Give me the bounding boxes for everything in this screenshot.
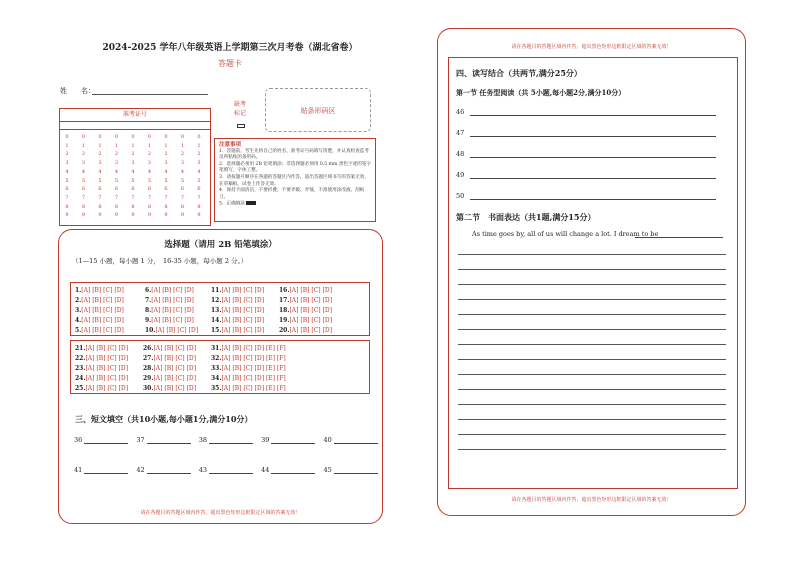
exam-digit-bubble[interactable]: 9 [197,212,201,219]
question-number: 6. [145,287,152,294]
option-bubbles[interactable]: [A] [B] [C] [D] [151,307,194,314]
exam-digit-bubble[interactable]: 7 [81,194,86,201]
question-number: 25. [75,385,86,392]
exam-digit-bubble[interactable]: 7 [65,194,69,201]
exam-digit-bubble[interactable]: 0 [197,134,201,140]
exam-digit-bubble[interactable]: 8 [180,203,185,210]
choice-question[interactable] [279,317,332,324]
option-bubbles[interactable]: [A] [B] [C] [D] [85,355,129,362]
question-number: 9. [145,317,152,324]
exam-digit-bubble[interactable]: 8 [65,203,69,210]
option-bubbles[interactable]: [A] [B] [C] [D] [81,317,124,324]
writing-line[interactable] [458,359,726,360]
option-bubbles[interactable]: [A] [B] [C] [D] [E] [F] [221,365,286,372]
page-title: 2024-2025 学年八年级英语上学期第三次月考卷（湖北省卷） [102,43,358,53]
exam-digit-bubble[interactable]: 0 [81,134,86,140]
exam-digit-bubble[interactable]: 7 [131,194,135,201]
notes-title: 注意事项 [219,142,242,148]
choice-block-1 [70,282,370,336]
exam-digit-bubble[interactable]: 1 [98,142,102,149]
exam-digit-bubble[interactable]: 2 [180,151,185,158]
choice-question[interactable] [143,375,196,382]
exam-digit-bubble[interactable]: 7 [197,194,201,201]
exam-digit-bubble[interactable]: 6 [114,186,119,193]
exam-digit-bubble[interactable]: 3 [180,160,185,167]
exam-digit-bubble[interactable]: 6 [197,186,201,193]
choice-question[interactable] [143,345,196,352]
exam-digit-bubble[interactable]: 5 [180,177,185,184]
exam-digit-column[interactable] [161,133,171,220]
exam-digit-bubble[interactable]: 7 [147,194,152,201]
exam-digit-bubble[interactable]: 5 [131,177,135,184]
question-number: 13. [211,307,222,314]
question-number: 26. [143,345,154,352]
choice-question[interactable] [211,287,264,294]
notes-item-5: 5．正确填涂 [219,201,245,207]
option-bubbles[interactable]: [A] [B] [C] [D] [E] [F] [221,355,286,362]
answer-number: 47 [456,129,465,137]
exam-digit-bubble[interactable]: 4 [98,168,102,175]
option-bubbles[interactable]: [A] [B] [C] [D] [153,345,197,352]
exam-digit-column[interactable] [62,133,72,220]
option-bubbles[interactable]: [A] [B] [C] [D] [85,365,129,372]
fill-blank[interactable] [147,473,191,474]
choice-question[interactable] [145,297,194,304]
question-number: 23. [75,365,86,372]
notes-item-2: 2．选择题必须用 2B 铅笔填涂；非选择题必须用 0.5 mm 黑色字迹的签字笔填写，字体工整。 [219,161,371,174]
fill-num: 39 [261,436,270,444]
choice-question[interactable] [211,365,286,372]
exam-digit-bubble[interactable]: 0 [147,134,152,140]
question-number: 31. [211,345,222,352]
exam-digit-bubble[interactable]: 4 [197,168,201,175]
exam-digit-bubble[interactable]: 6 [164,186,168,193]
choice-question[interactable] [211,355,286,362]
question-number: 10. [145,327,156,334]
notes-item-4: 4．保持卡面清洁，不要折叠，不要弄破、弄皱，不准使用涂改液、刮纸刀。 [219,188,365,200]
option-bubbles[interactable]: [A] [B] [C] [D] [81,327,124,334]
option-bubbles[interactable]: [A] [B] [C] [D] [221,287,265,294]
exam-number-write-row[interactable] [59,122,211,130]
exam-digit-bubble[interactable]: 4 [65,168,69,175]
section4-subtitle: 第一节 任务型阅读（共 5小题,每小题2分,满分10分） [456,88,626,97]
exam-digit-bubble[interactable]: 8 [81,203,86,210]
exam-digit-column[interactable] [178,133,188,220]
exam-digit-bubble[interactable]: 1 [65,142,69,149]
exam-digit-column[interactable] [112,133,122,220]
question-number: 34. [211,375,222,382]
writing-prompt: As time goes by, all of us will change a lot. I dream to be [472,230,659,238]
exam-digit-bubble[interactable]: 5 [81,177,86,184]
question-number: 33. [211,365,222,372]
choice-note: （1—15 小题，每小题 1 分， 16-35 小题，每小题 2 分。） [72,257,248,265]
answer-line[interactable] [470,157,716,158]
exam-digit-bubble[interactable]: 3 [147,160,152,167]
fill-blank[interactable] [209,473,253,474]
exam-number-label: 准考证号 [59,108,211,122]
question-number: 15. [211,327,222,334]
choice-question[interactable] [75,297,124,304]
exam-digit-bubble[interactable]: 7 [164,194,168,201]
exam-digit-bubble[interactable]: 6 [147,186,152,193]
exam-digit-bubble[interactable]: 0 [114,134,119,140]
option-bubbles[interactable]: [A] [B] [C] [D] [85,385,129,392]
name-label: 姓 名： [60,87,95,95]
question-number: 19. [279,317,290,324]
choice-question[interactable] [279,307,332,314]
fill-blank[interactable] [147,443,191,444]
exam-digit-bubble[interactable]: 2 [114,151,119,158]
option-bubbles[interactable]: [A] [B] [C] [D] [153,385,197,392]
exam-digit-bubble[interactable]: 7 [180,194,185,201]
writing-line[interactable] [458,299,726,300]
exam-digit-bubble[interactable]: 8 [98,203,102,210]
question-number: 14. [211,317,222,324]
option-bubbles[interactable]: [A] [B] [C] [D] [221,327,265,334]
question-number: 35. [211,385,222,392]
option-bubbles[interactable]: [A] [B] [C] [D] [81,307,124,314]
notes-box [214,138,376,222]
section4-title: 四、读写结合（共两节,满分25分） [456,68,582,78]
option-bubbles[interactable]: [A] [B] [C] [D] [153,365,197,372]
exam-digit-bubble[interactable]: 0 [131,134,135,140]
absent-checkbox[interactable] [237,124,245,128]
choice-question[interactable] [145,287,194,294]
writing-line[interactable] [458,404,726,405]
exam-digit-bubble[interactable]: 9 [164,212,168,219]
exam-digit-bubble[interactable]: 6 [131,186,135,193]
exam-digit-bubble[interactable]: 0 [164,134,168,140]
writing-line[interactable] [458,344,726,345]
exam-digit-bubble[interactable]: 0 [98,134,102,140]
answer-number: 49 [456,171,465,179]
exam-digit-bubble[interactable]: 1 [197,142,201,149]
question-number: 21. [75,345,86,352]
fill-num: 45 [323,466,332,474]
section3-title: 三、短文填空（共10小题,每小题1分,满分10分） [75,414,253,424]
choice-block-2 [70,340,370,394]
question-number: 30. [143,385,154,392]
exam-digit-bubble[interactable]: 2 [197,151,201,158]
question-number: 29. [143,375,154,382]
filled-example-mark [246,201,256,205]
exam-digit-column[interactable] [95,133,105,220]
choice-question[interactable] [279,327,332,334]
exam-digit-bubble[interactable]: 5 [197,177,201,184]
exam-digit-bubble[interactable]: 4 [131,168,135,175]
prompt-blank[interactable] [635,237,723,238]
writing-line[interactable] [458,419,726,420]
exam-digit-bubble[interactable]: 1 [147,142,152,149]
choice-question[interactable] [75,385,128,392]
option-bubbles[interactable]: [A] [B] [C] [D] [E] [F] [221,385,286,392]
option-bubbles[interactable]: [A] [B] [C] [D] [151,287,194,294]
option-bubbles[interactable]: [A] [B] [C] [D] [81,287,124,294]
exam-digit-bubble[interactable]: 3 [131,160,135,167]
exam-digit-bubble[interactable]: 9 [81,212,86,219]
name-input-line[interactable] [92,94,208,95]
choice-question[interactable] [75,365,128,372]
question-number: 24. [75,375,86,382]
exam-digit-bubble[interactable]: 4 [147,168,152,175]
choice-question[interactable] [75,375,128,382]
question-number: 7. [145,297,152,304]
option-bubbles[interactable]: [A] [B] [C] [D] [221,297,265,304]
option-bubbles[interactable]: [A] [B] [C] [D] [289,327,333,334]
exam-digit-bubble[interactable]: 1 [114,142,119,149]
choice-title: 选择题（请用 2B 铅笔填涂） [164,240,277,250]
writing-line[interactable] [458,434,726,435]
question-number: 17. [279,297,290,304]
fill-row-1 [74,436,384,444]
exam-digit-bubble[interactable]: 8 [197,203,201,210]
question-number: 5. [75,327,82,334]
exam-digit-bubble[interactable]: 3 [81,160,86,167]
exam-digit-bubble[interactable]: 1 [81,142,86,149]
exam-digit-bubble[interactable]: 9 [65,212,69,219]
question-number: 32. [211,355,222,362]
writing-line[interactable] [458,314,726,315]
question-number: 2. [75,297,82,304]
exam-digit-bubble[interactable]: 9 [98,212,102,219]
option-bubbles[interactable]: [A] [B] [C] [D] [153,375,197,382]
choice-question[interactable] [145,307,194,314]
choice-question[interactable] [211,307,264,314]
answer-sheet-subtitle: 答题卡 [218,59,242,68]
question-number: 16. [279,287,290,294]
question-number: 12. [211,297,222,304]
question-number: 3. [75,307,82,314]
answer-number: 46 [456,108,465,116]
exam-digit-bubble[interactable]: 8 [131,203,135,210]
exam-digit-bubble[interactable]: 7 [114,194,119,201]
exam-digit-bubble[interactable]: 5 [164,177,168,184]
choice-question[interactable] [279,297,332,304]
choice-question[interactable] [211,327,264,334]
exam-digit-bubble[interactable]: 2 [81,151,86,158]
option-bubbles[interactable]: [A] [B] [C] [D] [221,307,265,314]
answer-line[interactable] [470,136,716,137]
fill-blank[interactable] [209,443,253,444]
option-bubbles[interactable]: [A] [B] [C] [D] [289,307,333,314]
choice-question[interactable] [75,287,124,294]
fill-num: 43 [198,466,207,474]
exam-digit-bubble[interactable]: 3 [114,160,119,167]
fill-num: 44 [261,466,270,474]
right-answer-area [448,57,738,489]
question-number: 8. [145,307,152,314]
choice-question[interactable] [75,345,128,352]
option-bubbles[interactable]: [A] [B] [C] [D] [289,317,333,324]
exam-digit-bubble[interactable]: 9 [114,212,119,219]
fill-num: 41 [74,466,83,474]
choice-question[interactable] [145,317,194,324]
question-number: 1. [75,287,82,294]
exam-digit-bubble[interactable]: 0 [180,134,185,140]
question-number: 20. [279,327,290,334]
option-bubbles[interactable]: [A] [B] [C] [D] [85,375,129,382]
choice-question[interactable] [75,317,124,324]
fill-num: 40 [323,436,332,444]
option-bubbles[interactable]: [A] [B] [C] [D] [81,297,124,304]
exam-digit-bubble[interactable]: 1 [180,142,185,149]
choice-question[interactable] [75,327,124,334]
question-number: 27. [143,355,154,362]
option-bubbles[interactable]: [A] [B] [C] [D] [155,327,199,334]
notes-item-3: 3．请按题号顺序在各题的答题区内作答，超出答题区域书写的答案无效，在草稿纸、试卷上作答无效。 [219,174,369,187]
exam-digit-bubble[interactable]: 3 [164,160,168,167]
fill-num: 42 [136,466,145,474]
exam-digit-bubble[interactable]: 4 [180,168,185,175]
exam-digit-bubble[interactable]: 1 [164,142,168,149]
fill-blank[interactable] [271,473,315,474]
option-bubbles[interactable]: [A] [B] [C] [D] [E] [F] [221,375,286,382]
exam-digit-column[interactable] [79,133,89,220]
writing-line[interactable] [458,329,726,330]
choice-question[interactable] [211,345,286,352]
notes-item-1: 1．答题前，考生先将自己的姓名、准考证号码填写清楚，并认真检查监考员所粘贴的条形码。 [219,148,369,161]
option-bubbles[interactable]: [A] [B] [C] [D] [151,317,194,324]
exam-digit-bubble[interactable]: 6 [81,186,86,193]
question-number: 28. [143,365,154,372]
exam-digit-column[interactable] [194,133,204,220]
option-bubbles[interactable]: [A] [B] [C] [D] [289,287,333,294]
exam-digit-bubble[interactable]: 6 [65,186,69,193]
exam-digit-bubble[interactable]: 2 [147,151,152,158]
exam-digit-bubble[interactable]: 3 [98,160,102,167]
option-bubbles[interactable]: [A] [B] [C] [D] [E] [F] [221,345,286,352]
exam-digit-bubble[interactable]: 5 [98,177,102,184]
exam-digit-bubble[interactable]: 1 [131,142,135,149]
exam-digit-bubble[interactable]: 3 [65,160,69,167]
question-number: 18. [279,307,290,314]
exam-digit-bubble[interactable]: 8 [114,203,119,210]
fill-num: 36 [74,436,83,444]
exam-digit-bubble[interactable]: 7 [98,194,102,201]
exam-digit-bubble[interactable]: 2 [164,151,168,158]
answer-line[interactable] [470,115,716,116]
option-bubbles[interactable]: [A] [B] [C] [D] [151,297,194,304]
fill-blank[interactable] [84,473,128,474]
fill-num: 38 [198,436,207,444]
writing-line[interactable] [458,284,726,285]
writing-line[interactable] [458,254,726,255]
exam-digit-bubble[interactable]: 8 [164,203,168,210]
choice-question[interactable] [211,317,264,324]
exam-digit-bubble[interactable]: 8 [147,203,152,210]
answer-number: 48 [456,150,465,158]
question-number: 4. [75,317,82,324]
answer-line[interactable] [470,199,716,200]
writing-line[interactable] [458,449,726,450]
fill-num: 37 [136,436,145,444]
exam-digit-bubble[interactable]: 3 [197,160,201,167]
absent-mark-label [232,100,248,118]
choice-question[interactable] [145,327,198,334]
choice-question[interactable] [211,297,264,304]
writing-line[interactable] [458,374,726,375]
exam-digit-bubble[interactable]: 2 [98,151,102,158]
exam-digit-bubble[interactable]: 9 [180,212,185,219]
fill-blank[interactable] [271,443,315,444]
exam-digit-bubble[interactable]: 2 [131,151,135,158]
option-bubbles[interactable]: [A] [B] [C] [D] [221,317,265,324]
fill-blank[interactable] [334,473,378,474]
exam-digit-bubble[interactable]: 6 [180,186,185,193]
exam-digit-bubble[interactable]: 2 [65,151,69,158]
choice-question[interactable] [143,385,196,392]
footer-warning-left: 请在各题目的答题区域内作答，超出黑色矩形边框限定区域的答案无效！ [140,510,301,516]
choice-question[interactable] [279,287,332,294]
question-number: 22. [75,355,86,362]
choice-question[interactable] [75,355,128,362]
exam-digit-bubble[interactable]: 4 [114,168,119,175]
choice-question[interactable] [143,355,196,362]
exam-digit-column[interactable] [145,133,155,220]
exam-digit-bubble[interactable]: 4 [81,168,86,175]
answer-line[interactable] [470,178,716,179]
option-bubbles[interactable]: [A] [B] [C] [D] [85,345,129,352]
fill-blank[interactable] [84,443,128,444]
choice-question[interactable] [211,375,286,382]
exam-digit-bubble[interactable]: 0 [65,134,69,140]
fill-row-2 [74,466,384,474]
barcode-area: 贴条形码区 [265,88,371,132]
writing-line[interactable] [458,269,726,270]
exam-digit-bubble[interactable]: 4 [164,168,168,175]
choice-question[interactable] [75,307,124,314]
footer-warning-right: 请在各题目的答题区域内作答，超出黑色矩形边框限定区域的答案无效！ [511,497,672,503]
writing-line[interactable] [458,389,726,390]
exam-digit-bubble[interactable]: 5 [147,177,152,184]
exam-digit-bubble[interactable]: 5 [114,177,119,184]
question-number: 11. [211,287,222,294]
header-warning-right: 请在各题目的答题区域内作答，超出黑色矩形边框限定区域的答案无效！ [511,44,672,50]
exam-digit-bubble[interactable]: 6 [98,186,102,193]
option-bubbles[interactable]: [A] [B] [C] [D] [289,297,333,304]
answer-number: 50 [456,192,465,200]
section5-title: 第二节 书面表达（共1题,满分15分） [456,212,596,222]
absent-text: 缺考 标记 [233,101,246,117]
exam-digit-bubble[interactable]: 5 [65,177,69,184]
exam-digit-column[interactable] [128,133,138,220]
exam-digit-bubble[interactable]: 9 [147,212,152,219]
fill-blank[interactable] [334,443,378,444]
choice-question[interactable] [211,385,286,392]
choice-question[interactable] [143,365,196,372]
option-bubbles[interactable]: [A] [B] [C] [D] [153,355,197,362]
exam-digit-bubble[interactable]: 9 [131,212,135,219]
